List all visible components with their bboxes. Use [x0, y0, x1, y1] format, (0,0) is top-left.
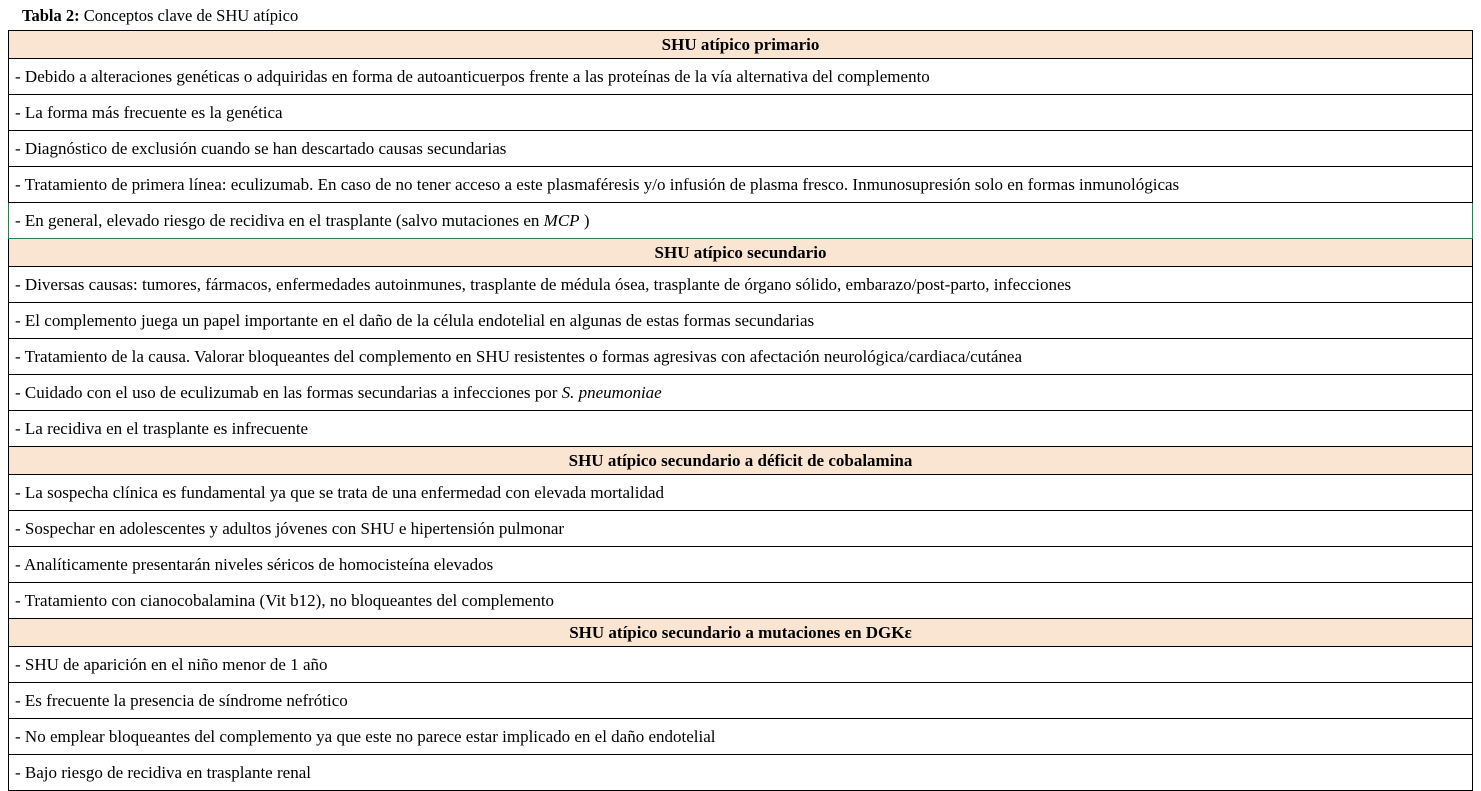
bullet-cell: [9, 547, 1473, 583]
concepts-table: [8, 30, 1473, 791]
bullet-text: - Debido a alteraciones genéticas o adquiridas en forma de autoanticuerpos frente a las proteínas de la vía alternativa del complemento: [15, 67, 930, 86]
bullet-cell: [9, 267, 1473, 303]
section-header-cell: SHU atípico secundario: [9, 239, 1473, 267]
table-row: [9, 59, 1473, 95]
bullet-text: - Tratamiento de la causa. Valorar bloqueantes del complemento en SHU resistentes o formas agresivas con afectación neurológica/cardiaca/cutánea: [15, 347, 1023, 366]
table-row: [9, 755, 1473, 791]
table-row: [9, 547, 1473, 583]
table-row: [9, 131, 1473, 167]
bullet-cell: [9, 303, 1473, 339]
bullet-italic-term: MCP: [543, 211, 580, 230]
section-header-cell: SHU atípico secundario a mutaciones en DGKε: [9, 619, 1473, 647]
table-caption: [22, 6, 1473, 26]
bullet-cell: [9, 583, 1473, 619]
table-row: [9, 511, 1473, 547]
bullet-text: - El complemento juega un papel importante en el daño de la célula endotelial en algunas de estas formas secundarias: [15, 311, 815, 330]
bullet-text: - Tratamiento con cianocobalamina (Vit b12), no bloqueantes del complemento: [15, 591, 555, 610]
bullet-text: - SHU de aparición en el niño menor de 1 año: [15, 655, 328, 674]
table-row: [9, 411, 1473, 447]
section-header-cell: SHU atípico primario: [9, 31, 1473, 59]
table-row: [9, 719, 1473, 755]
table-body: [9, 31, 1473, 791]
section-header-row: [9, 447, 1473, 475]
table-row: [9, 203, 1473, 239]
bullet-text: - No emplear bloqueantes del complemento ya que este no parece estar implicado en el daño endotelial: [15, 727, 716, 746]
table-row: [9, 303, 1473, 339]
bullet-cell: [9, 647, 1473, 683]
table-row: [9, 647, 1473, 683]
caption-text: Conceptos clave de SHU atípico: [79, 6, 299, 25]
bullet-cell: [9, 167, 1473, 203]
bullet-text: - Tratamiento de primera línea: eculizumab. En caso de no tener acceso a este plasmaféresis y/o infusión de plasma fresco. Inmunosupresión solo en formas inmunológicas: [15, 175, 1180, 194]
bullet-cell: [9, 411, 1473, 447]
bullet-italic-term: S. pneumoniae: [561, 383, 662, 402]
table-row: [9, 683, 1473, 719]
section-header-row: [9, 31, 1473, 59]
bullet-text: - Diagnóstico de exclusión cuando se han descartado causas secundarias: [15, 139, 507, 158]
bullet-text-tail: ): [579, 211, 590, 230]
bullet-cell: [9, 59, 1473, 95]
table-row: [9, 475, 1473, 511]
bullet-text: - Diversas causas: tumores, fármacos, enfermedades autoinmunes, trasplante de médula ósea, trasplante de órgano sólido, embarazo/post-parto, infecciones: [15, 275, 1072, 294]
section-header-cell: SHU atípico secundario a déficit de cobalamina: [9, 447, 1473, 475]
bullet-text: - Analíticamente presentarán niveles séricos de homocisteína elevados: [15, 555, 494, 574]
table-row: [9, 167, 1473, 203]
table-row: [9, 339, 1473, 375]
bullet-text: - Sospechar en adolescentes y adultos jóvenes con SHU e hipertensión pulmonar: [15, 519, 565, 538]
bullet-text: - La sospecha clínica es fundamental ya que se trata de una enfermedad con elevada mortalidad: [15, 483, 665, 502]
table-row: [9, 375, 1473, 411]
table-row: [9, 583, 1473, 619]
bullet-text: - En general, elevado riesgo de recidiva en el trasplante (salvo mutaciones en: [15, 211, 544, 230]
bullet-text: - Bajo riesgo de recidiva en trasplante renal: [15, 763, 311, 782]
section-header-row: [9, 619, 1473, 647]
caption-label: Tabla 2:: [22, 6, 80, 25]
bullet-text: - La forma más frecuente es la genética: [15, 103, 283, 122]
bullet-cell: [9, 95, 1473, 131]
table-row: [9, 95, 1473, 131]
bullet-text: - Es frecuente la presencia de síndrome nefrótico: [15, 691, 348, 710]
bullet-cell: [9, 203, 1473, 239]
bullet-cell: [9, 339, 1473, 375]
bullet-cell: [9, 131, 1473, 167]
table-row: [9, 267, 1473, 303]
bullet-cell: [9, 511, 1473, 547]
section-header-row: [9, 239, 1473, 267]
bullet-text: - Cuidado con el uso de eculizumab en las formas secundarias a infecciones por: [15, 383, 562, 402]
bullet-text: - La recidiva en el trasplante es infrecuente: [15, 419, 309, 438]
bullet-cell: [9, 683, 1473, 719]
bullet-cell: [9, 755, 1473, 791]
bullet-cell: [9, 719, 1473, 755]
bullet-cell: [9, 475, 1473, 511]
bullet-cell: [9, 375, 1473, 411]
